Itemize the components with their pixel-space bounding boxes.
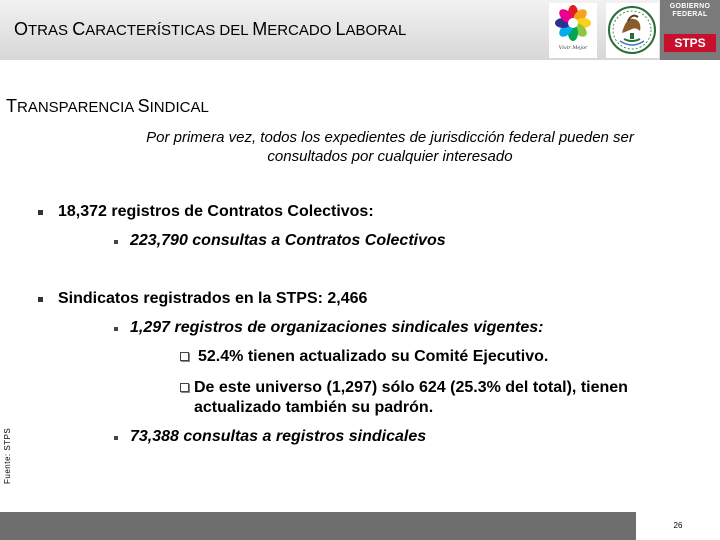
footer-band bbox=[0, 512, 720, 540]
vivir-mejor-logo bbox=[549, 3, 597, 58]
title-part: TRAS bbox=[28, 22, 73, 39]
list-item-line2: actualizado también su padrón. bbox=[194, 399, 434, 416]
list-item: 73,388 consultas a registros sindicales bbox=[130, 428, 427, 445]
gobierno-line2: FEDERAL bbox=[672, 11, 708, 18]
title-cap-c: C bbox=[72, 19, 86, 39]
section-cap-s: S bbox=[137, 96, 150, 116]
list-item: 1,297 registros de organizaciones sindicales vigentes: bbox=[130, 319, 544, 336]
dot-bullet-icon bbox=[114, 327, 118, 331]
subtitle-line1: Por primera vez, todos los expedientes de jurisdicción federal pueden ser bbox=[146, 129, 634, 146]
dot-bullet-icon bbox=[114, 436, 118, 440]
eagle-seal-icon bbox=[606, 3, 659, 58]
list-item bbox=[194, 378, 694, 418]
stps-label: STPS bbox=[664, 34, 716, 52]
title-cap-o: O bbox=[14, 19, 29, 39]
page-number: 26 bbox=[673, 521, 683, 530]
gobierno-line1: GOBIERNO bbox=[669, 3, 711, 10]
stps-logo bbox=[660, 0, 720, 60]
mexico-seal-logo bbox=[606, 3, 659, 58]
section-part: INDICAL bbox=[149, 99, 209, 116]
subtitle bbox=[70, 128, 710, 166]
list-item: 223,790 consultas a Contratos Colectivos bbox=[130, 232, 446, 249]
section-part: RANSPARENCIA bbox=[17, 99, 138, 116]
gobierno-federal-label bbox=[664, 3, 716, 19]
title-cap-l: L bbox=[335, 19, 346, 39]
square-bullet-icon bbox=[38, 297, 43, 302]
dot-bullet-icon bbox=[114, 240, 118, 244]
title-part: ARACTERÍSTICAS DEL bbox=[85, 22, 253, 39]
list-item: 52.4% tienen actualizado su Comité Ejecutivo. bbox=[198, 348, 549, 365]
source-label: Fuente: STPS bbox=[3, 427, 12, 484]
vivir-mejor-flower-icon bbox=[549, 3, 597, 45]
page-title bbox=[14, 19, 406, 40]
checkbox-bullet-icon bbox=[180, 383, 189, 392]
list-item: 18,372 registros de Contratos Colectivos: bbox=[58, 203, 374, 220]
title-part: ERCADO bbox=[267, 22, 336, 39]
title-part: ABORAL bbox=[345, 22, 407, 39]
vivir-mejor-caption: Vivir Mejor bbox=[558, 45, 588, 51]
square-bullet-icon bbox=[38, 210, 43, 215]
list-item: Sindicatos registrados en la STPS: 2,466 bbox=[58, 290, 368, 307]
checkbox-bullet-icon bbox=[180, 352, 189, 361]
title-cap-m: M bbox=[252, 19, 268, 39]
subtitle-line2: consultados por cualquier interesado bbox=[267, 148, 513, 165]
section-title bbox=[6, 96, 209, 117]
list-item-line1: De este universo (1,297) sólo 624 (25.3% del total), tienen bbox=[194, 379, 628, 396]
section-cap-t: T bbox=[6, 96, 17, 116]
